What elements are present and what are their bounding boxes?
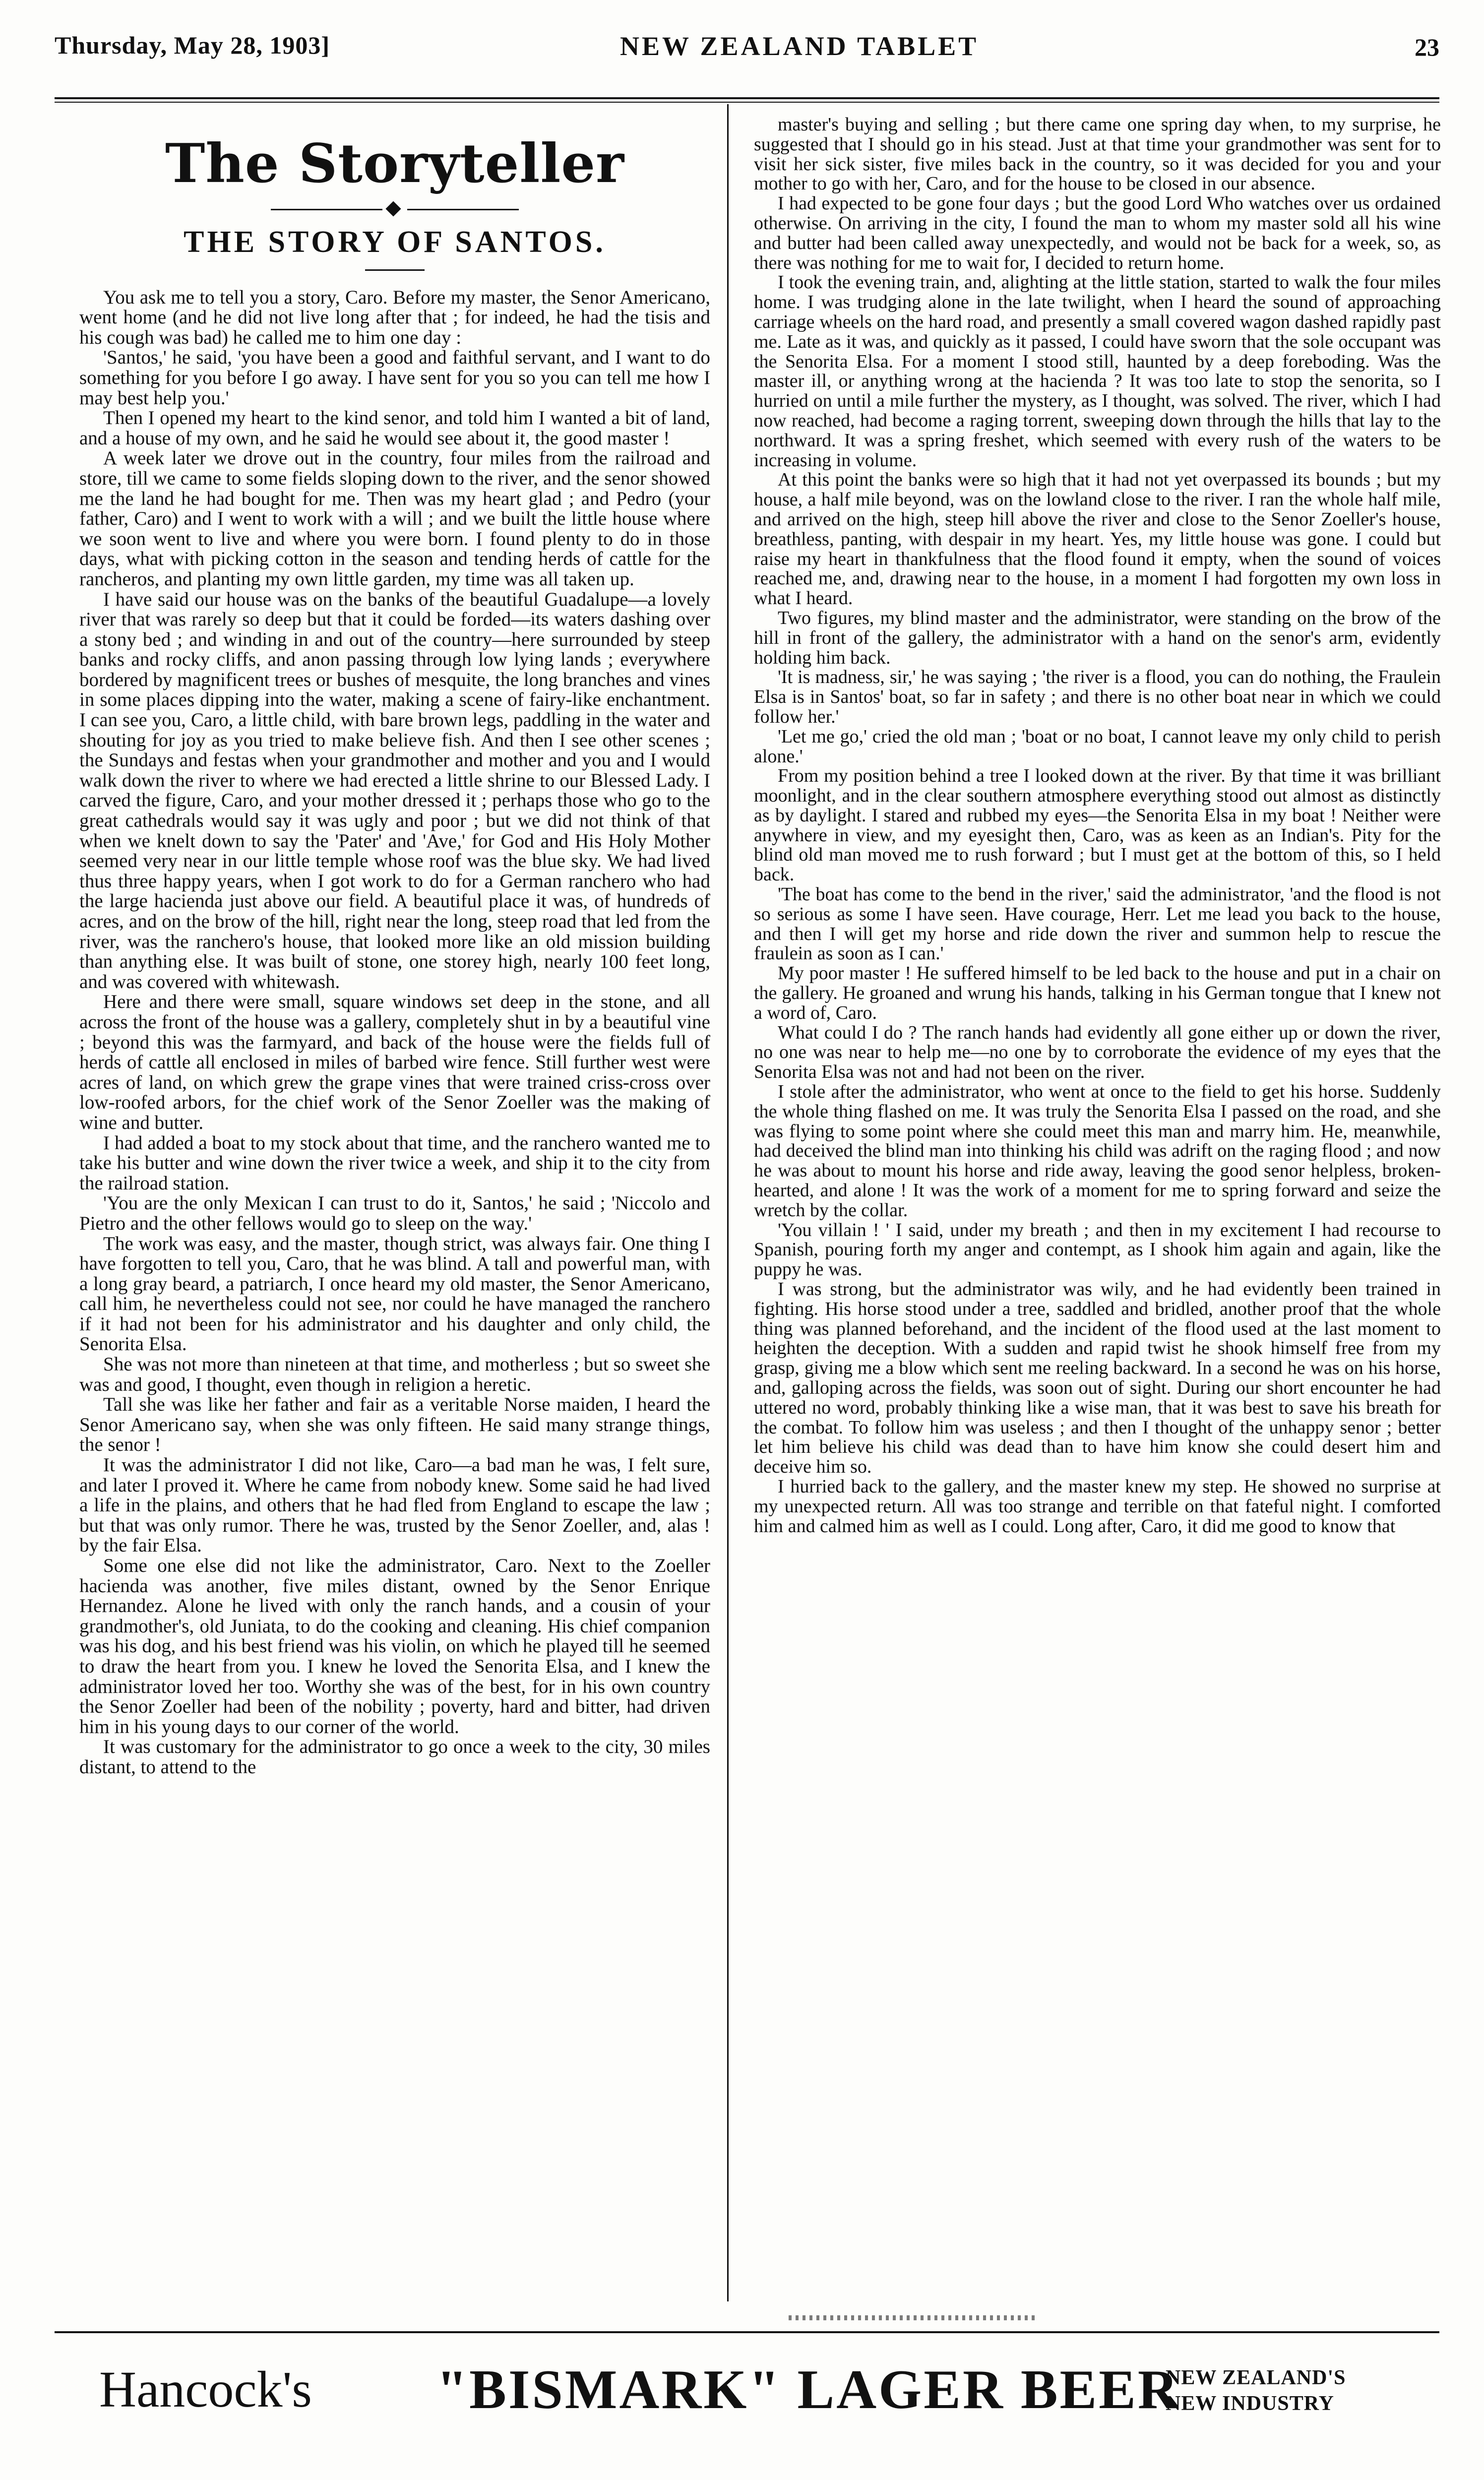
paragraph: My poor master ! He suffered himself to be led back to the house and put in a chair on the gallery. He groaned and wrung his hands, talking in his German tongue that I knew not a word of, Caro.	[754, 963, 1441, 1023]
short-rule	[365, 269, 425, 271]
section-masthead	[79, 134, 710, 271]
paper-name: NEW ZEALAND TABLET	[620, 31, 979, 61]
paragraph: master's buying and selling ; but there came one spring day when, to my surprise, he suggested that I should go in his stead. Just at that time your grandmother was sent for to visit her sick sister, five miles back in the country, so it was decided for you and your mother to go with her, Caro, and for the house to be closed in our absence.	[754, 114, 1441, 194]
left-column	[79, 114, 710, 1778]
beer-advertisement	[55, 2345, 1439, 2419]
page-number: 23	[1415, 33, 1439, 61]
ad-product: "BISMARK" LAGER BEER	[436, 2359, 1180, 2420]
paragraph: I had added a boat to my stock about that time, and the ranchero wanted me to take his butter and wine down the river twice a week, and ship it to the city from the railroad station.	[79, 1132, 710, 1194]
paragraph: Tall she was like her father and fair as a veritable Norse maiden, I heard the Senor Americano say, when she was only fifteen. He said many strange things, the senor !	[79, 1394, 710, 1456]
paragraph: The work was easy, and the master, though strict, was always fair. One thing I have forgotten to tell you, Caro, that he was blind. A tall and powerful man, with a long gray beard, a patriarch, I once heard my old master, the Senor Americano, call him, he nevertheless could not see, nor could he have managed the ranchero if it had not been for his administrator and his daughter and only child, the Senorita Elsa.	[79, 1233, 710, 1355]
title-ornament	[271, 199, 519, 219]
story-title: THE STORY OF SANTOS.	[184, 225, 606, 259]
footer-rule	[55, 2331, 1439, 2333]
running-header	[55, 18, 1439, 77]
paragraph: Here and there were small, square windows set deep in the stone, and all across the front of the house was a gallery, completely shut in by a beautiful vine ; beyond this was the farmyard, and back of the house were the fields full of herds of cattle all enclosed in miles of barbed wire fence. Still further west were acres of land, on which grew the grape vines that were trained criss-cross over low-roofed arbors, for the chief work of the Senor Zoeller was the making of wine and butter.	[79, 991, 710, 1133]
right-column	[754, 115, 1441, 1536]
right-column-body	[754, 115, 1441, 1536]
paragraph: From my position behind a tree I looked down at the river. By that time it was brilliant moonlight, and in the clear southern atmosphere everything stood out almost as distinctly as by daylight. I stared and rubbed my eyes—the Senorita Elsa in my boat ! Neither were anywhere in view, and my eyesight then, Caro, was as keen as an Indian's. Pity for the blind old man moved me to rush forward ; but I must get at the bottom of this, so I held back.	[754, 765, 1441, 885]
paragraph: She was not more than nineteen at that time, and motherless ; but so sweet she was and good, I thought, even though in religion a heretic.	[79, 1354, 710, 1395]
ad-tagline	[1166, 2365, 1346, 2417]
ad-tagline-2: NEW INDUSTRY	[1166, 2392, 1334, 2415]
ad-brand: Hancock's	[99, 2361, 312, 2418]
paragraph: 'The boat has come to the bend in the river,' said the administrator, 'and the flood is not so serious as some I have seen. Have courage, Herr. Let me lead you back to the house, and then I will get my horse and ride down the river and summon help to rescue the fraulein as soon as I can.'	[754, 884, 1441, 964]
paragraph: Then I opened my heart to the kind senor, and told him I wanted a bit of land, and a house of my own, and he said he would see about it, the good master !	[79, 407, 710, 449]
paragraph: I hurried back to the gallery, and the master knew my step. He showed no surprise at my unexpected return. All was too strange and terrible on that fateful night. I comforted him and calmed him as well as I could. Long after, Caro, it did me good to know that	[754, 1476, 1441, 1537]
paragraph: It was the administrator I did not like, Caro—a bad man he was, I felt sure, and later I proved it. Where he came from nobody knew. Some said he had lived a life in the plains, and others that he had fled from England to escape the law ; but that was only rumor. There he was, trusted by the Senor Zoeller, and, alas ! by the fair Elsa.	[79, 1454, 710, 1556]
diamond-icon	[385, 201, 401, 216]
paragraph: At this point the banks were so high that it had not yet overpassed its bounds ; but my house, a half mile beyond, was on the lowland close to the river. I ran the whole half mile, and arrived on the high, steep hill above the river and close to the Senor Zoeller's house, breathless, panting, with despair in my heart. Yes, my little house was gone. I could but raise my heart in thankfulness that the flood found it empty, when the sound of voices reached me, and, drawing near to the house, in a moment I had forgotten my own loss in what I heard.	[754, 469, 1441, 609]
header-rule	[55, 97, 1439, 103]
column-divider	[727, 104, 729, 2301]
paragraph: I stole after the administrator, who went at once to the field to get his horse. Suddenly the whole thing flashed on me. It was truly the Senorita Elsa I passed on the road, and she was flying to some point where she could meet this man and marry him. He, meanwhile, had deceived the blind man into thinking his child was adrift on the raging flood ; and now he was about to mount his horse and ride away, leaving the good senor helpless, broken-hearted, and alone ! It was the work of a moment for me to spring forward and seize the wretch by the collar.	[754, 1081, 1441, 1221]
paragraph: 'You villain ! ' I said, under my breath ; and then in my excitement I had recourse to Spanish, pouring forth my anger and contempt, as I shook him again and again, like the puppy he was.	[754, 1219, 1441, 1280]
paragraph: Two figures, my blind master and the administrator, were standing on the brow of the hill in front of the gallery, the administrator with a hand on the senor's arm, evidently holding him back.	[754, 607, 1441, 668]
paragraph: You ask me to tell you a story, Caro. Before my master, the Senor Americano, went home (and he did not live long after that ; for indeed, he had the tisis and his cough was bad) he called me to him one day :	[79, 286, 710, 348]
left-column-body	[79, 288, 710, 1778]
issue-date: Thursday, May 28, 1903]	[55, 31, 330, 59]
paragraph: 'It is madness, sir,' he was saying ; 'the river is a flood, you can do nothing, the Fraulein Elsa is in Santos' boat, so far in safety ; and there is no other boat near in which we could follow her.'	[754, 667, 1441, 727]
paragraph: A week later we drove out in the country, four miles from the railroad and store, till we came to some fields sloping down to the river, and the senor showed me the land he had bought for me. Then was my heart glad ; and Pedro (your father, Caro) and I went to work with a will ; and we built the little house where we soon went to live and where you were born. I found plenty to do in those days, what with picking cotton in the season and tending herds of cattle for the rancheros, and planting my own little garden, my time was all taken up.	[79, 447, 710, 590]
paragraph: 'Santos,' he said, 'you have been a good and faithful servant, and I want to do something for you before I go away. I have sent for you so you can tell me how I may best help you.'	[79, 347, 710, 409]
paragraph: Some one else did not like the administrator, Caro. Next to the Zoeller hacienda was another, five miles distant, owned by the Senor Enrique Hernandez. Alone he lived with only the ranch hands, and a cousin of your grandmother's, old Juniata, to do the cooking and cleaning. His chief companion was his dog, and his best friend was his violin, on which he played till he seemed to draw the heart from you. I knew he loved the Senorita Elsa, and I knew the administrator loved her too. Worthy she was of the best, for in his own country the Senor Zoeller had been of the nobility ; poverty, hard and bitter, had driven him in his young days to our corner of the world.	[79, 1555, 710, 1737]
paragraph: 'Let me go,' cried the old man ; 'boat or no boat, I cannot leave my only child to perish alone.'	[754, 726, 1441, 767]
ad-tagline-1: NEW ZEALAND'S	[1166, 2366, 1346, 2389]
paragraph: I had expected to be gone four days ; but the good Lord Who watches over us ordained otherwise. On arriving in the city, I found the man to whom my master sold all his wine and butter had been called away unexpectedly, and would not be back for a week, so, as there was nothing for me to wait for, I decided to return home.	[754, 193, 1441, 273]
paragraph: It was customary for the administrator to go once a week to the city, 30 miles distant, to attend to the	[79, 1736, 710, 1778]
paragraph: I was strong, but the administrator was wily, and he had evidently been trained in fighting. His horse stood under a tree, saddled and bridled, another proof that the whole thing was planned beforehand, and the incident of the flood used at the last moment to heighten the deception. With a sudden and rapid twist he shook himself free from my grasp, giving me a blow which sent me reeling backward. In a second he was on his horse, and, galloping across the fields, was soon out of sight. During our short encounter he had uttered no word, probably thinking like a wise man, that it was best to save his breath for the combat. To follow him was useless ; and then I thought of the unhappy senor ; better let him believe his child was dead than to have him know she could desert him and deceive him so.	[754, 1279, 1441, 1478]
section-title: The Storyteller	[165, 132, 625, 195]
paragraph: I have said our house was on the banks of the beautiful Guadalupe—a lovely river that was rarely so deep but that it could be forded—its waters dashing over a stony bed ; and winding in and out of the country—here surrounded by steep banks and rocky cliffs, and anon passing through low lying lands ; everywhere bordered by magnificent trees or bushes of mesquite, the long branches and vines in some places dipping into the water, making a scene of fairy-like enchantment. I can see you, Caro, a little child, with bare brown legs, paddling in the water and shouting for joy as you tried to make believe fish. And then I see other scenes ; the Sundays and festas when your grandmother and mother and you and I would walk down the river to where we had erected a little shrine to our Blessed Lady. I carved the figure, Caro, and your mother dressed it ; perhaps those who go to the great cathedrals would say it was ugly and poor ; but we did not think of that when we knelt down to say the 'Pater' and 'Ave,' for God and His Holy Mother seemed very near in our little temple whose roof was the blue sky. We had lived thus three happy years, when I got work to do for a German ranchero who had the large hacienda just above our field. A beautiful place it was, of hundreds of acres, and on the brow of the hill, right near the long, steep road that led from the river, was the ranchero's house, that looked more like an old mission building than anything else. It was built of stone, one storey high, nearly 100 feet long, and was covered with whitewash.	[79, 588, 710, 992]
paragraph: I took the evening train, and, alighting at the little station, started to walk the four miles home. I was trudging alone in the late twilight, when I heard the sound of approaching carriage wheels on the hard road, and presently a small covered wagon dashed rapidly past me. Late as it was, and quickly as it passed, I could have sworn that the sole occupant was the Senorita Elsa. For a moment I stood still, haunted by a deep foreboding. Was the master ill, or anything wrong at the hacienda ? It was too late to stop the senorita, so I hurried on until a mile further the mystery, as I thought, was solved. The river, which I had now reached, had become a raging torrent, sweeping down through the hills that lay to the northward. It was a spring freshet, which seemed with every rush of the waters to be increasing in volume.	[754, 272, 1441, 471]
paragraph: 'You are the only Mexican I can trust to do it, Santos,' he said ; 'Niccolo and Pietro and the other fellows would go to sleep on the way.'	[79, 1192, 710, 1234]
paragraph: What could I do ? The ranch hands had evidently all gone either up or down the river, no one was near to help me—no one by to corroborate the evidence of my eyes that the Senorita Elsa was not and had not been on the river.	[754, 1022, 1441, 1083]
print-smudge	[789, 2315, 1037, 2320]
